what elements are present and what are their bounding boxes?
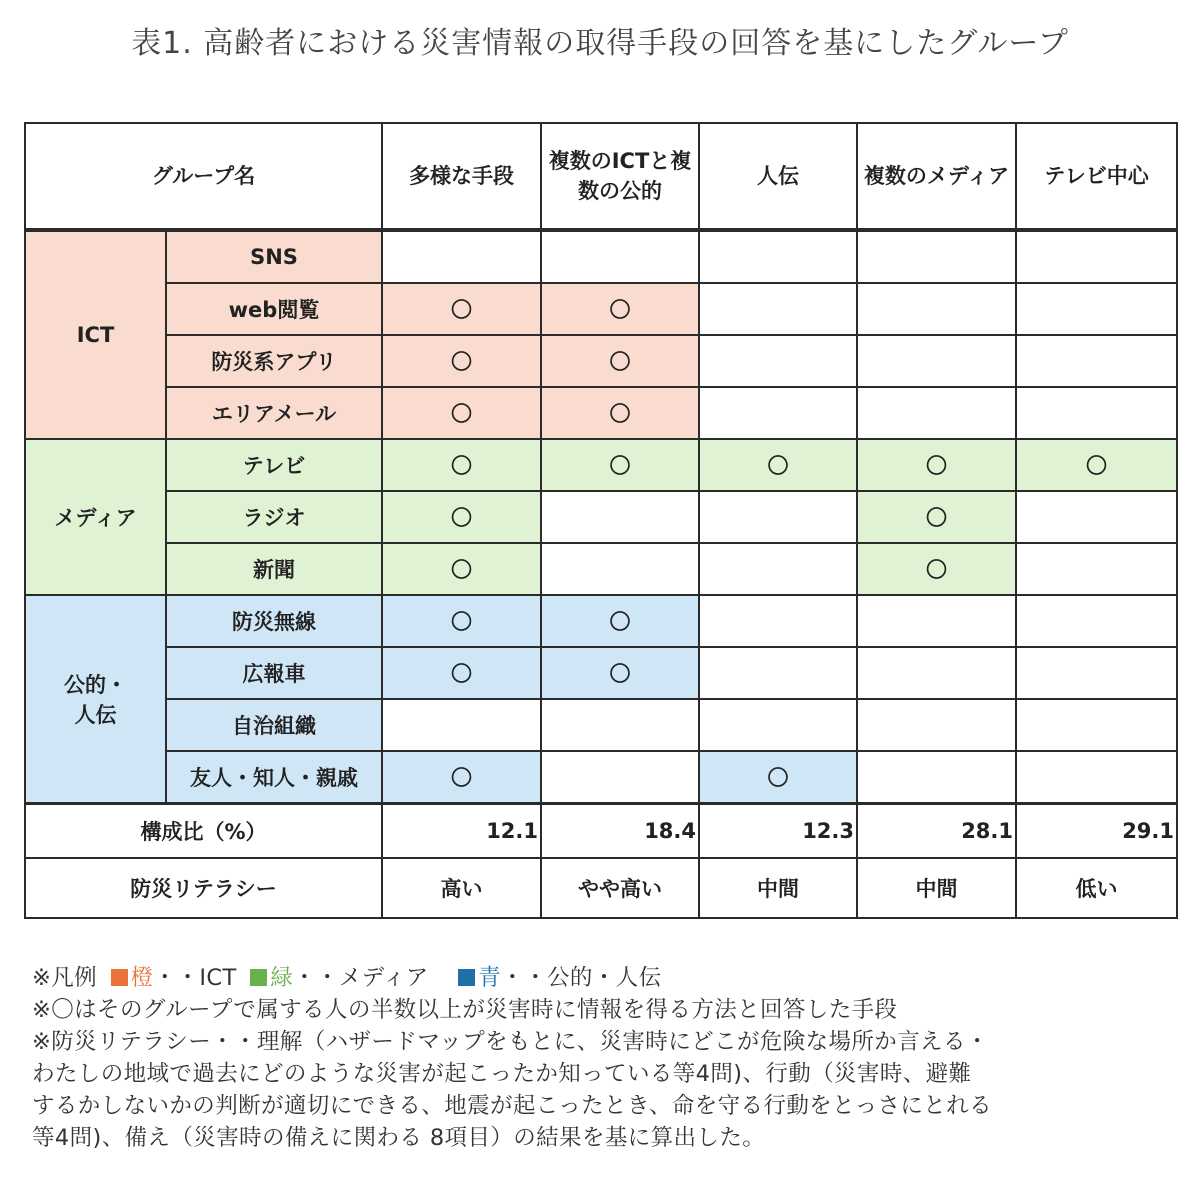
mark-cell: 〇 xyxy=(382,595,541,647)
mark-cell: 〇 xyxy=(541,283,699,335)
mark-cell xyxy=(857,699,1016,751)
row-label: web閲覧 xyxy=(166,283,382,335)
literacy-value: やや高い xyxy=(541,858,699,918)
table-row xyxy=(25,543,1177,595)
note-line: 等4問)、備え（災害時の備えに関わる 8項目）の結果を基に算出した。 xyxy=(32,1125,766,1151)
note-line: ※〇はそのグループで属する人の半数以上が災害時に情報を得る方法と回答した手段 xyxy=(32,997,898,1023)
literacy-label: 防災リテラシー xyxy=(25,858,382,918)
header-group-name: グループ名 xyxy=(25,123,382,230)
literacy-value: 中間 xyxy=(699,858,857,918)
mark-cell xyxy=(1016,335,1177,387)
mark-cell: 〇 xyxy=(382,647,541,699)
table-row xyxy=(25,647,1177,699)
mark-cell xyxy=(857,595,1016,647)
mark-cell xyxy=(1016,230,1177,283)
table-row xyxy=(25,595,1177,647)
mark-cell xyxy=(857,283,1016,335)
mark-cell xyxy=(1016,387,1177,439)
legend-prefix: ※凡例 xyxy=(32,965,98,991)
mark-cell: 〇 xyxy=(382,491,541,543)
mark-cell: 〇 xyxy=(857,491,1016,543)
literacy-value: 高い xyxy=(382,858,541,918)
table-row xyxy=(25,699,1177,751)
blue-square-icon xyxy=(458,969,475,986)
composition-value: 28.1 xyxy=(857,804,1016,859)
mark-cell xyxy=(699,543,857,595)
mark-cell: 〇 xyxy=(699,439,857,491)
header-col-multi-media: 複数のメディア xyxy=(857,123,1016,230)
page-title: 表1. 高齢者における災害情報の取得手段の回答を基にしたグループ xyxy=(131,26,1069,61)
legend-orange-label: 橙 xyxy=(130,965,154,991)
literacy-row xyxy=(25,858,1177,918)
composition-label: 構成比（%） xyxy=(25,804,382,859)
mark-cell: 〇 xyxy=(541,439,699,491)
mark-cell: 〇 xyxy=(541,387,699,439)
mark-cell xyxy=(857,335,1016,387)
category-media: メディア xyxy=(25,439,166,595)
composition-row xyxy=(25,804,1177,859)
table-row xyxy=(25,230,1177,283)
mark-cell xyxy=(699,647,857,699)
header-col-ict-public: 複数のICTと複数の公的 xyxy=(541,123,699,230)
mark-cell: 〇 xyxy=(382,335,541,387)
note-line: するかしないかの判断が適切にできる、地震が起こったとき、命を守る行動をとっさにとれる xyxy=(32,1093,993,1119)
mark-cell xyxy=(1016,699,1177,751)
mark-cell xyxy=(1016,751,1177,804)
row-label: 広報車 xyxy=(166,647,382,699)
mark-cell xyxy=(857,751,1016,804)
mark-cell xyxy=(699,491,857,543)
composition-value: 29.1 xyxy=(1016,804,1177,859)
header-col-tv-centric: テレビ中心 xyxy=(1016,123,1177,230)
mark-cell xyxy=(1016,543,1177,595)
mark-cell: 〇 xyxy=(382,439,541,491)
row-label: 防災無線 xyxy=(166,595,382,647)
mark-cell xyxy=(541,543,699,595)
mark-cell xyxy=(1016,595,1177,647)
header-col-word-of-mouth: 人伝 xyxy=(699,123,857,230)
legend-green-label: 緑 xyxy=(270,965,294,991)
table-row xyxy=(25,283,1177,335)
mark-cell xyxy=(699,283,857,335)
mark-cell xyxy=(541,751,699,804)
mark-cell: 〇 xyxy=(382,387,541,439)
composition-value: 12.1 xyxy=(382,804,541,859)
composition-value: 12.3 xyxy=(699,804,857,859)
mark-cell xyxy=(699,335,857,387)
mark-cell xyxy=(857,647,1016,699)
mark-cell xyxy=(1016,283,1177,335)
mark-cell: 〇 xyxy=(382,751,541,804)
row-label: 新聞 xyxy=(166,543,382,595)
mark-cell xyxy=(857,387,1016,439)
literacy-value: 低い xyxy=(1016,858,1177,918)
row-label: SNS xyxy=(166,230,382,283)
green-square-icon xyxy=(250,969,267,986)
legend-blue-text: ・・公的・人伝 xyxy=(501,965,662,991)
row-label: エリアメール xyxy=(166,387,382,439)
group-table xyxy=(24,122,1178,919)
category-ict: ICT xyxy=(25,230,166,439)
mark-cell: 〇 xyxy=(541,595,699,647)
header-col-diverse: 多様な手段 xyxy=(382,123,541,230)
legend-line xyxy=(32,962,1182,994)
mark-cell: 〇 xyxy=(382,283,541,335)
row-label: 自治組織 xyxy=(166,699,382,751)
composition-value: 18.4 xyxy=(541,804,699,859)
row-label: 友人・知人・親戚 xyxy=(166,751,382,804)
mark-cell xyxy=(1016,491,1177,543)
legend-blue-label: 青 xyxy=(478,965,502,991)
table-row xyxy=(25,491,1177,543)
mark-cell xyxy=(699,230,857,283)
category-public: 公的・人伝 xyxy=(25,595,166,804)
mark-cell xyxy=(699,595,857,647)
mark-cell xyxy=(857,230,1016,283)
row-label: 防災系アプリ xyxy=(166,335,382,387)
mark-cell xyxy=(541,491,699,543)
table-row xyxy=(25,439,1177,491)
mark-cell xyxy=(1016,647,1177,699)
mark-cell xyxy=(699,699,857,751)
table-row xyxy=(25,335,1177,387)
literacy-value: 中間 xyxy=(857,858,1016,918)
header-row xyxy=(25,123,1177,230)
mark-cell xyxy=(382,230,541,283)
mark-cell xyxy=(541,699,699,751)
note-line: わたしの地域で過去にどのような災害が起こったか知っている等4問)、行動（災害時、避難 xyxy=(32,1061,972,1087)
table-row xyxy=(25,387,1177,439)
legend-orange-text: ・・ICT xyxy=(153,965,237,991)
mark-cell xyxy=(382,699,541,751)
legend-green-text: ・・メディア xyxy=(293,965,429,991)
mark-cell: 〇 xyxy=(541,335,699,387)
notes-block xyxy=(32,962,1182,1154)
mark-cell: 〇 xyxy=(857,439,1016,491)
row-label: ラジオ xyxy=(166,491,382,543)
mark-cell: 〇 xyxy=(857,543,1016,595)
row-label: テレビ xyxy=(166,439,382,491)
mark-cell: 〇 xyxy=(699,751,857,804)
orange-square-icon xyxy=(111,969,128,986)
mark-cell xyxy=(699,387,857,439)
table-row xyxy=(25,751,1177,804)
mark-cell: 〇 xyxy=(541,647,699,699)
mark-cell: 〇 xyxy=(382,543,541,595)
mark-cell: 〇 xyxy=(1016,439,1177,491)
mark-cell xyxy=(541,230,699,283)
note-line: ※防災リテラシー・・理解（ハザードマップをもとに、災害時にどこが危険な場所か言える・ xyxy=(32,1029,989,1055)
